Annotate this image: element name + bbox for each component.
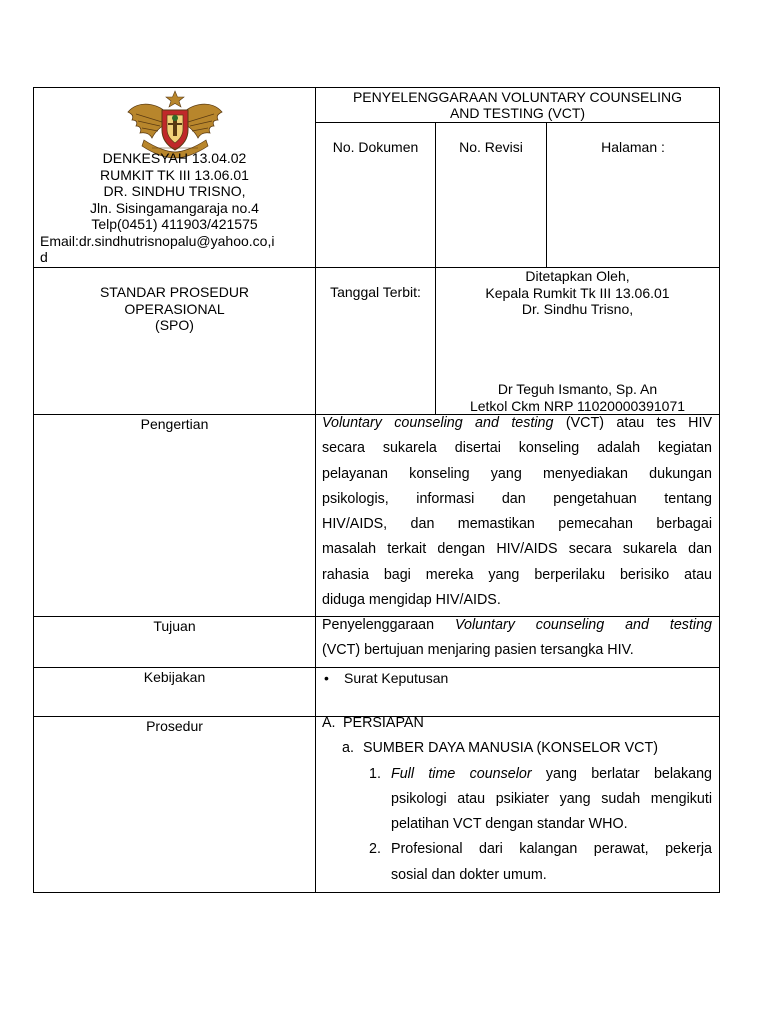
org-email-continued: d [40, 249, 48, 265]
ditetapkan-line: Dr. Sindhu Trisno, [521, 301, 634, 317]
spo-line: STANDAR PROSEDUR [99, 284, 250, 300]
org-line: RUMKIT TK III 13.06.01 [100, 166, 249, 183]
pengertian-line: rahasia bagi mereka yang berperilaku berisiko atau [322, 566, 712, 583]
tujuan-line [322, 613, 712, 638]
org-info [34, 150, 315, 266]
spo-title [34, 284, 315, 334]
org-line: Jln. Sisingamangaraja no.4 [90, 199, 259, 216]
kebijakan-item-text: Surat Keputusan [344, 670, 449, 686]
item1-rest: yang berlatar belakang [531, 765, 712, 782]
item-line: psikologi atau psikiater yang sudah mengikuti [391, 790, 712, 807]
kebijakan-item [324, 670, 704, 687]
ditetapkan-line: Kepala Rumkit Tk III 13.06.01 [485, 284, 670, 301]
org-line: Telp(0451) 411903/421575 [91, 216, 258, 232]
row-label-tujuan: Tujuan [153, 618, 196, 634]
prosedur-section [322, 711, 712, 736]
item-marker: 2. [369, 841, 381, 858]
sub-title: SUMBER DAYA MANUSIA (KONSELOR VCT) [363, 740, 658, 757]
signer-block [436, 381, 719, 414]
signer-name: Dr Teguh Ismanto, Sp. An [497, 381, 658, 397]
pengertian-text [322, 411, 712, 613]
bullet-icon: • [324, 670, 329, 686]
prosedur-item-2 [322, 837, 712, 888]
no-revisi-label: No. Revisi [459, 139, 523, 155]
pengertian-line: diduga mengidap HIV/AIDS. [322, 592, 501, 609]
org-line: DENKESYAH 13.04.02 [102, 150, 247, 166]
title-line: PENYELENGGARAAN VOLUNTARY COUNSELING [352, 89, 683, 105]
prosedur-text [322, 711, 712, 888]
org-email: Email:dr.sindhutrisnopalu@yahoo.co,i [40, 232, 275, 249]
spo-line: (SPO) [155, 317, 194, 333]
item-line: sosial dan dokter umum. [391, 866, 547, 883]
pengertian-line: masalah terkait dengan HIV/AIDS secara sukarela dan [322, 541, 712, 558]
pengertian-italic: Voluntary counseling and testing [322, 415, 554, 431]
tujuan-italic: Voluntary counseling and testing [455, 617, 712, 633]
prosedur-item-1 [322, 762, 712, 838]
signer-rank: Letkol Ckm NRP 11020000391071 [469, 397, 686, 414]
row-label-kebijakan: Kebijakan [143, 669, 206, 685]
item-line [391, 762, 712, 787]
no-dokumen-label: No. Dokumen [332, 139, 419, 155]
section-marker: A. [322, 715, 336, 731]
pengertian-line: psikologis, informasi dan pengetahuan tentang [322, 490, 712, 507]
ditetapkan-block [436, 268, 719, 318]
prosedur-subsection [322, 736, 712, 761]
item-line: pelatihan VCT dengan standar WHO. [391, 816, 628, 833]
tujuan-lead: Penyelenggaraan [322, 617, 456, 633]
ditetapkan-line: Ditetapkan Oleh, [525, 268, 630, 284]
tujuan-text [322, 613, 712, 664]
item-line: Profesional dari kalangan perawat, pekerja [391, 841, 712, 858]
item1-italic: Full time counselor [391, 765, 532, 782]
pengertian-line [322, 411, 712, 436]
item-marker: 1. [369, 765, 381, 782]
document-title [316, 89, 719, 121]
pengertian-line1-rest: (VCT) atau tes HIV [553, 415, 712, 431]
row-label-pengertian: Pengertian [140, 416, 209, 432]
org-line: DR. SINDHU TRISNO, [103, 183, 246, 199]
spo-line: OPERASIONAL [124, 300, 225, 317]
halaman-label: Halaman : [601, 139, 665, 155]
tanggal-terbit-label: Tanggal Terbit: [330, 284, 421, 300]
section-title: PERSIAPAN [343, 715, 424, 731]
sub-marker: a. [342, 740, 354, 757]
pengertian-line: pelayanan konseling yang menyediakan dukungan [322, 465, 712, 482]
row-label-prosedur: Prosedur [146, 718, 203, 734]
tujuan-line: (VCT) bertujuan menjaring pasien tersangka HIV. [322, 642, 634, 659]
title-line: AND TESTING (VCT) [449, 105, 586, 121]
pengertian-line: HIV/AIDS, dan memastikan pemecahan berbagai [322, 516, 712, 533]
pengertian-line: secara sukarela disertai konseling adalah kegiatan [322, 440, 712, 457]
